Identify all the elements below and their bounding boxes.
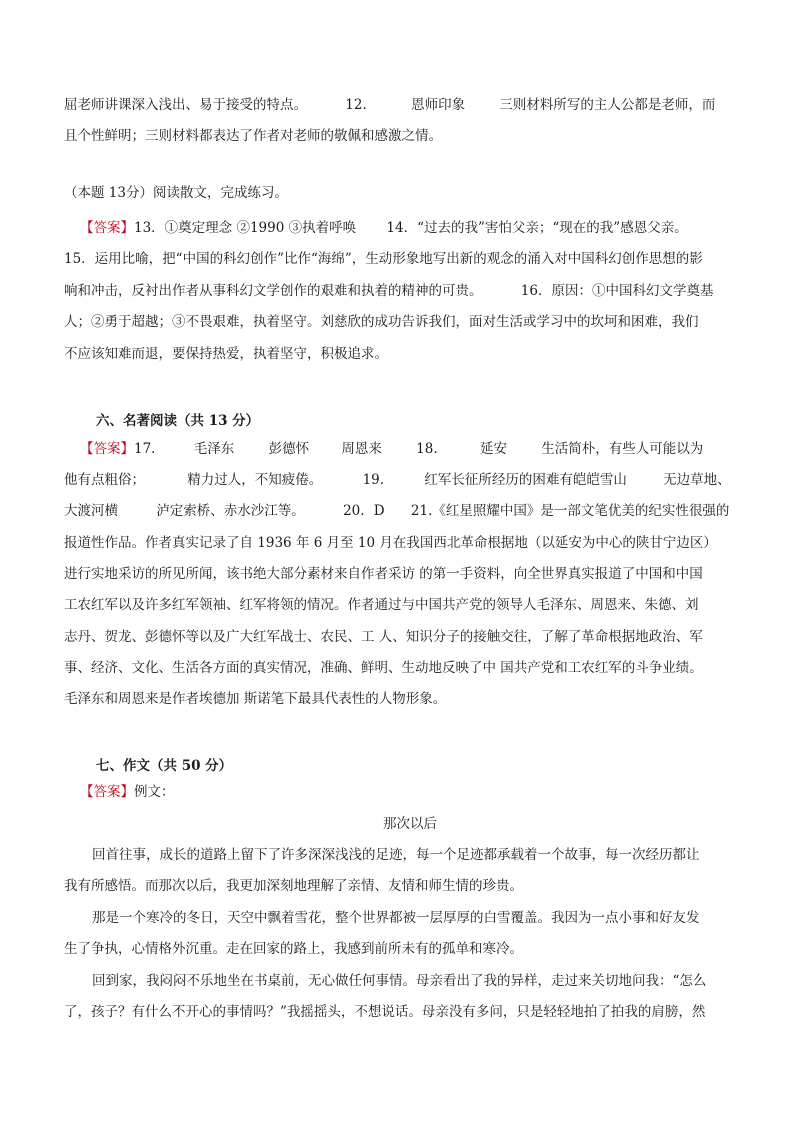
answer-tag: 【答案】 [80, 784, 134, 800]
text-line: 不应该知难而退，要保持热爱，执着坚守，积极追求。 [64, 346, 388, 362]
section-heading: 六、名著阅读（共 13 分） [96, 413, 260, 429]
answer-text: 毛泽东 [193, 441, 235, 457]
answer-text: 屈老师讲课深入浅出、易于接受的特点。 [64, 97, 307, 113]
answer-text: 例文： [134, 784, 175, 800]
answer-tag: 【答案】 [80, 441, 134, 457]
answer-text: 13．①奠定理念 ②1990 ③执着呼唤 [134, 220, 357, 236]
answer-text: 生活简朴，有些人可能以为 [541, 441, 704, 457]
answer-text: 泸定索桥、赤水沙江等。 [156, 503, 305, 519]
answer-text: 16．原因：①中国科幻文学奠基 [520, 283, 714, 299]
answer-text: 14．“过去的我”害怕父亲；“现在的我”感恩父亲。 [386, 220, 688, 236]
text-line: 15．运用比喻，把“中国的科幻创作”比作“海绵”，生动形象地写出新的观念的涌入对中国科幻创作思想的影 [64, 251, 703, 267]
text-line: 事、经济、文化、生活各方面的真实情况，准确、鲜明、生动地反映了中 国共产党和工农红军的斗争业绩。 [64, 660, 703, 676]
essay-line: 回首往事，成长的道路上留下了许多深深浅浅的足迹，每一个足迹都承载着一个故事，每一次经历都让 [92, 847, 700, 863]
question-number: 18. [416, 441, 438, 457]
answer-text: 三则材料所写的主人公都是老师，而 [499, 97, 716, 113]
essay-line: 我有所感悟。而那次以后，我更加深刻地理解了亲情、友情和师生情的珍贵。 [64, 878, 523, 894]
question-number: 19. [362, 472, 385, 488]
text-line [64, 471, 731, 489]
answer-text: 21.《红星照耀中国》是一部文笔优美的纪实性很强的 [410, 503, 730, 519]
answer-text: 精力过人，不知疲倦。 [187, 472, 323, 488]
question-number: 17. [134, 441, 156, 457]
text-line: 报道性作品。作者真实记录了自 1936 年 6 月至 10 月在我国西北革命根据地（以延安为中心的陕甘宁边区） [64, 535, 717, 551]
text-line [64, 282, 713, 300]
essay-line: 了，孩子？有什么不开心的事情吗？”我摇摇头，不想说话。母亲没有多问，只是轻轻地拍了拍我的肩膀，然 [64, 1004, 706, 1020]
answer-text: 周恩来 [341, 441, 382, 457]
text-line: 人；②勇于超越；③不畏艰难，执着坚守。刘慈欣的成功告诉我们，面对生活或学习中的坎坷和困难，我们 [64, 314, 699, 330]
text-line: 毛泽东和周恩来是作者埃德加 斯诺笔下最具代表性的人物形象。 [64, 691, 447, 707]
text-line: 进行实地采访的所见所闻，该书绝大部分素材来自作者采访 的第一手资料，向全世界真实报道了中国和中国 [64, 566, 703, 582]
text-line: 且个性鲜明；三则材料都表达了作者对老师的敬佩和感激之情。 [64, 128, 442, 144]
text-line [64, 502, 729, 520]
answer-text: 延安 [479, 441, 507, 457]
answer-text: 无边草地、 [663, 472, 731, 488]
text-line [64, 96, 715, 114]
text-line: 工农红军以及许多红军领袖、红军将领的情况。作者通过与中国共产党的领导人毛泽东、周恩来、朱德、刘 [64, 597, 699, 613]
answer-text: 恩师印象 [411, 97, 466, 113]
answer-text: 彭德怀 [268, 441, 310, 457]
question-number: 12. [345, 97, 367, 113]
essay-line: 生了争执，心情格外沉重。走在回家的路上，我感到前所未有的孤单和寒冷。 [64, 941, 523, 957]
section-heading: 七、作文（共 50 分） [96, 758, 233, 774]
question-intro: （本题 13分）阅读散文，完成练习。 [64, 185, 288, 201]
answer-text: 响和冲击，反衬出作者从事科幻文学创作的艰难和执着的精神的可贵。 [64, 283, 483, 299]
essay-line: 那是一个寒冷的冬日，天空中飘着雪花，整个世界都被一层厚厚的白雪覆盖。我因为一点小事和好友发 [92, 910, 700, 926]
answer-text: 20．D [343, 503, 385, 519]
answer-tag: 【答案】 [80, 220, 134, 236]
essay-line: 回到家，我闷闷不乐地坐在书桌前，无心做任何事情。母亲看出了我的异样，走过来关切地问我：“怎么 [92, 973, 707, 989]
essay-title: 那次以后 [383, 816, 437, 832]
text-line [80, 783, 175, 801]
text-line [80, 219, 688, 237]
answer-text: 红军长征所经历的困难有皑皑雪山 [424, 472, 627, 488]
answer-text: 大渡河横 [64, 503, 118, 519]
text-line: 志丹、贺龙、彭德怀等以及广大红军战士、农民、工 人、知识分子的接触交往，了解了革命根据地政治、军 [64, 629, 703, 645]
text-line [80, 440, 703, 458]
answer-text: 他有点粗俗； [64, 472, 145, 488]
